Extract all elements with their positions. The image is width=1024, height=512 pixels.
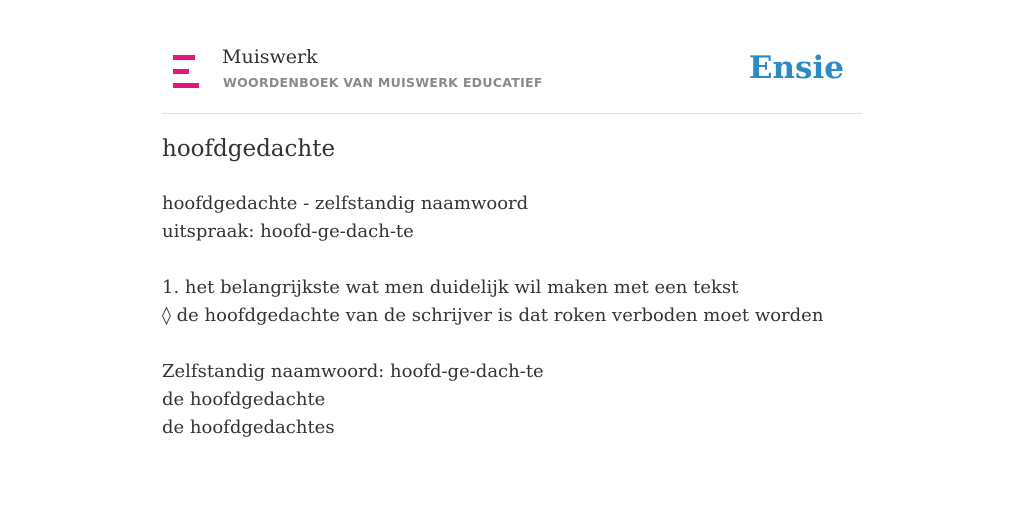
logo-bar-middle <box>173 69 189 74</box>
sense-1-line: 1. het belangrijkste wat men duidelijk wil maken met een tekst <box>162 277 739 298</box>
pronunciation-line: uitspraak: hoofd-ge-dach-te <box>162 221 414 242</box>
example-1-line: ◊ de hoofdgedachte van de schrijver is dat roken verboden moet worden <box>162 305 824 326</box>
entry-definition <box>162 190 862 442</box>
site-header <box>162 40 862 114</box>
ensie-logo-link[interactable]: Ensie <box>748 50 844 86</box>
site-subtitle: WOORDENBOEK VAN MUISWERK EDUCATIEF <box>223 75 543 90</box>
noun-syllables-line: Zelfstandig naamwoord: hoofd-ge-dach-te <box>162 361 544 382</box>
logo-bar-top <box>173 55 195 60</box>
logo-bar-bottom <box>173 83 199 88</box>
site-name[interactable]: Muiswerk <box>222 46 318 68</box>
entry-headword: hoofdgedachte <box>162 136 336 162</box>
singular-form-line: de hoofdgedachte <box>162 389 326 410</box>
plural-form-line: de hoofdgedachtes <box>162 417 335 438</box>
part-of-speech-line: hoofdgedachte - zelfstandig naamwoord <box>162 193 529 214</box>
muiswerk-logo-icon[interactable] <box>173 55 201 89</box>
spacer <box>162 246 862 274</box>
spacer <box>162 330 862 358</box>
